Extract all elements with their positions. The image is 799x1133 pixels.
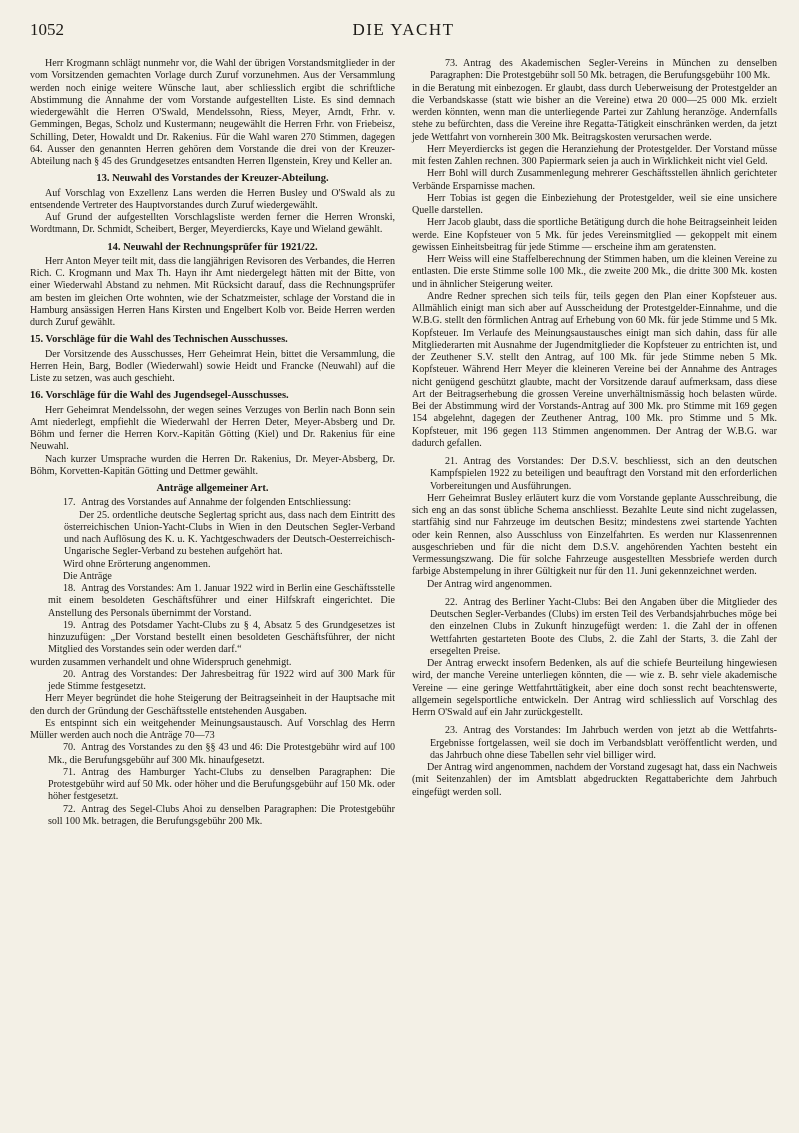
paragraph: Nach kurzer Umsprache wurden die Herren Dr. Rakenius, Dr. Meyer-Absberg, Dr. Böhm, Korvetten-Kapitän Götting und Dettmer gewählt. xyxy=(30,453,395,477)
paragraph: Herr Meyer begründet die hohe Steigerung der Beitragseinheit in der Hauptsache mit den durch der Gründung der Geschäftsstelle entstehenden Ausgaben. xyxy=(30,693,395,717)
motion-item xyxy=(412,597,777,658)
motion-text: Antrag des Hamburger Yacht-Clubs zu denselben Paragraphen: Die Protestgebühr wird auf 50 Mk. oder höher und die Berufungsgebühr auf 150 Mk. oder höher festgesetzt. xyxy=(48,766,395,803)
motion-text: Antrag des Segel-Clubs Ahoi zu denselben Paragraphen: Die Protestgebühr soll 100 Mk. betragen, die Berufungsgebühr 200 Mk. xyxy=(48,803,395,827)
section-heading: 16. Vorschläge für die Wahl des Jugendsegel-Ausschusses. xyxy=(30,390,289,402)
paragraph: Andre Redner sprechen sich teils für, teils gegen den Plan einer Kopfsteuer aus. Allmählich einigt man sich aber auf Ausscheidung der Protestgelder-Einnahme, und die W.B.G. stellt den förmlichen Antrag auf Erhebung von 60 Mk. für jede Stimme und 5 Mk. Kopfsteuer. Im Verlaufe des Meinungsaustausches einigt man sich dahin, dass für alle Mitgliederarten mit Ausnahme der Jugendmitglieder die Kopfsteuer zu entrichten ist, und der Zeuthener S.V. stellt den Antrag, auf 100 Mk. für jede Stimme neben 5 Mk. Kopfsteuer. Während Herr Meyer die kleineren Vereine bei der Annahme des Antrages nicht genügend geschützt glaubte, macht der Vorsitzende darauf aufmerksam, dass diese Art der Beitragserhebung die grossen Vereine unverhältnismässig hoch belasten würde. Bei der Abstimmung wird der Vorstands-Antrag auf 300 Mk. pro Stimme mit 169 gegen 154 abgelehnt, dagegen der Zeuthener Antrag, 100 Mk. pro Stimme und 5 Mk. Kopfsteuer, mit 196 gegen 113 Stimmen angenommen. Der Antrag der W.B.G. war dadurch gefallen. xyxy=(412,290,777,449)
paragraph: Herr Meyerdiercks ist gegen die Heranziehung der Protestgelder. Der Vorstand müsse mit festen Zahlen rechnen. 300 Papiermark seien ja auch in Wirklichkeit nicht viel Geld. xyxy=(412,143,777,167)
motion-text: Antrag des Vorstandes auf Annahme der folgenden Entschliessung: xyxy=(81,497,351,509)
motion-text: Antrag des Vorstandes: Der Jahresbeitrag für 1922 wird auf 300 Mark für jede Stimme festgesetzt. xyxy=(48,668,395,692)
paragraph: Herr Anton Meyer teilt mit, dass die langjährigen Revisoren des Verbandes, die Herren Rich. C. Krogmann und Max Th. Hayn ihr Amt niedergelegt hätten mit der Bitte, von einer Wiederwahl Abstand zu nehmen. Mit Rücksicht darauf, dass die Rechnungsprüfer am besten im gleichen Orte wohnten, wie der Schatzmeister, schlage der Vorstand die in Hamburg ansässigen Herren Hans Kirsten und Engelbert Kolb vor. Beide Herren werden durch Zuruf gewählt. xyxy=(30,255,395,328)
motion-text: Antrag des Vorstandes: Im Jahrbuch werden von jetzt ab die Wettfahrts-Ergebnisse fortgelassen, weil sie doch im Verbandsblatt veröffentlicht werden, und das Jahrbuch ohne diese Tabellen sehr viel billiger wird. xyxy=(430,725,777,761)
motion-text: Antrag des Potsdamer Yacht-Clubs zu § 4, Absatz 5 des Grundgesetzes ist hinzuzufügen: „Der Vorstand bestellt einen besoldeten Geschäftsführer, der nicht Mitglied des Vorstandes sein oder werden darf.“ xyxy=(48,619,395,656)
section-heading: 14. Neuwahl der Rechnungsprüfer für 1921/22. xyxy=(107,241,318,253)
paragraph: Die Anträge xyxy=(63,570,112,582)
motion-text: Antrag des Akademischen Segler-Vereins in München zu denselben Paragraphen: Die Protestgebühr soll 50 Mk. betragen, die Berufungsgebühr 100 Mk. xyxy=(430,58,777,82)
paragraph: in die Beratung mit einbezogen. Er glaubt, dass durch Ueberweisung der Protestgelder an die Verbandskasse (statt wie bisher an die Vereine) etwa 20 000—25 000 Mk. erzielt werden könnten, wenn man die unterliegende Partei zur Zahlung heranzöge. Andernfalls stehe zu befürchten, dass die Vereine ihre Regatta-Tätigkeit einschränken werden, da jetzt jede Wettfahrt von vornherein 300 Mk. Beitragskosten verursachen werde. xyxy=(412,82,777,143)
paragraph: Der Vorsitzende des Ausschusses, Herr Geheimrat Hein, bittet die Versammlung, die Herren Hein, Barg, Bodler (Wiederwahl) sowie Heidt und Francke (Neuwahl) auf die Liste zu setzen, was auch geschieht. xyxy=(30,348,395,384)
motion-text: Antrag des Vorstandes: Am 1. Januar 1922 wird in Berlin eine Geschäftsstelle mit einem besoldeten Geschäftsführer und einer Hilfskraft eingerichtet. Die Anstellung des Personals übernimmt der Vorstand. xyxy=(48,583,395,619)
motion-number: 20. xyxy=(63,668,76,680)
paragraph: Herr Jacob glaubt, dass die sportliche Betätigung durch die hohe Beitragseinheit leiden werde. Eine Kopfsteuer von 5 Mk. für jedes Vereinsmitglied — gekoppelt mit einem gewissen Einheitsbeitrag für jede Stimme — erscheine ihm am geratensten. xyxy=(412,217,777,253)
motion-number: 22. xyxy=(445,596,458,608)
motion-item xyxy=(30,583,395,620)
motion-item xyxy=(412,58,777,83)
motion-item xyxy=(30,497,395,509)
motion-item xyxy=(30,620,395,657)
motion-number: 73. xyxy=(445,58,458,69)
motion-number: 17. xyxy=(63,497,76,509)
motion-number: 70. xyxy=(63,742,76,754)
paragraph: Der Antrag erweckt insofern Bedenken, als auf die schiefe Beurteilung hingewiesen wird, der manche Vereine unterliegen könnten, die — wie z. B. sehr viele akademische Vereine — eine geringe Wettfahrttätigkeit, aber eine doch sonst recht beachtenswerte, allgemein segelsportliche entwickeln. Der Antrag wird schliesslich auf Vorschlag des Herrn O'Swald auf ein Jahr zurückgestellt. xyxy=(412,658,777,718)
motion-item xyxy=(412,725,777,762)
motion-text: Antrag des Berliner Yacht-Clubs: Bei den Angaben über die Mitglieder des Deutschen Segler-Verbandes (Clubs) im ersten Teil des Verbandsjahrbuches möge bei den einzelnen Clubs in Zukunft hinzugefügt werden: 1. die Zahl der in offenen Wettfahrten gestarteten Boote des Clubs, 2. die Zahl der Starts, 3. die Zahl der ersegelten Preise. xyxy=(430,596,777,657)
motion-number: 71. xyxy=(63,766,76,778)
motion-number: 72. xyxy=(63,803,76,815)
paragraph: Der Antrag wird angenommen, nachdem der Vorstand zugesagt hat, dass ein Nachweis (mit Seitenzahlen) der im Amtsblatt abgedruckten Regattaberichte dem Jahrbuch eingefügt werden soll. xyxy=(412,762,777,798)
page-number: 1052 xyxy=(30,20,64,39)
paragraph: Herr Weiss will eine Staffelberechnung der Stimmen haben, um die kleinen Vereine zu entlasten. Die erste Stimme solle 100 Mk., die zweite 200 Mk., die dritte 300 Mk. kosten und in ähnlicher Steigerung weiter. xyxy=(412,254,777,290)
motion-number: 23. xyxy=(445,725,458,737)
paragraph: Auf Grund der aufgestellten Vorschlagsliste werden ferner die Herren Wronski, Wordtmann, Dr. Schmidt, Scheibert, Berger, Meyerdiercks, Kaye und Wieland gewählt. xyxy=(30,212,395,236)
paragraph: Herr Bohl will durch Zusammenlegung mehrerer Geschäftsstellen ähnlich gerichteter Verbände Ersparnisse machen. xyxy=(412,168,777,192)
left-column xyxy=(30,58,395,828)
motion-item xyxy=(30,767,395,804)
paragraph: Wird ohne Erörterung angenommen. xyxy=(63,558,211,570)
right-column xyxy=(412,58,777,828)
motion-item xyxy=(30,742,395,767)
motion-number: 19. xyxy=(63,619,76,631)
section-heading: 13. Neuwahl des Vorstandes der Kreuzer-Abteilung. xyxy=(96,173,329,185)
motion-item xyxy=(30,804,395,829)
motion-item xyxy=(412,456,777,493)
paragraph: Auf Vorschlag von Exzellenz Lans werden die Herren Busley und O'Swald als zu entsendende Vertreter des Hauptvorstandes durch Zuruf wiedergewählt. xyxy=(30,187,395,211)
motion-item xyxy=(30,669,395,694)
motion-text: Antrag des Vorstandes: Der D.S.V. beschliesst, sich an den deutschen Kampfspielen 1922 zu beteiligen und beauftragt den Vorstand mit den erforderlichen Vorbereitungen und Ausführungen. xyxy=(430,456,777,492)
paragraph: Es entspinnt sich ein weitgehender Meinungsaustausch. Auf Vorschlag des Herrn Müller werden auch noch die Anträge 70—73 xyxy=(30,717,395,741)
paragraph: wurden zusammen verhandelt und ohne Widerspruch genehmigt. xyxy=(30,656,292,668)
text-columns xyxy=(30,58,777,828)
paragraph: Herr Geheimrat Mendelssohn, der wegen seines Verzuges von Berlin nach Bonn sein Amt niederlegt, empfiehlt die Wiederwahl der Herren Deter, Meyer-Absberg und Dr. Böhm und ferner die Herren Korv.-Kapitän Götting (Kiel) und Dr. Rakenius für eine Neuwahl. xyxy=(30,404,395,453)
journal-title: DIE YACHT xyxy=(352,20,455,39)
paragraph: Herr Krogmann schlägt nunmehr vor, die Wahl der übrigen Vorstandsmitglieder in der vom Vorsitzenden gemachten Vorlage durch Zuruf vorzunehmen. Aus der Versammlung werden noch einige weitere Wünsche laut, aber schliesslich ergibt die schriftliche Abstimmung die Annahme der vom Vorstande aufgestellten Liste. Es sind demnach wiedergewählt die Herren O'Swald, Mendelssohn, Riess, Meyer, Arndt, Frhr. v. Gemmingen, Begas, Scholz und Kustermann; neugewählt die Herren Frhr. von Friebeisz, Schilling, Deter, Howaldt und Dr. Rakenius. Für die Wahl waren 270 Stimmen, dagegen 64. Ausser den genannten Herren gehören dem Vorstande die drei von der Kreuzer-Abteilung nach § 45 des Grundgesetzes entsandten Herren Ilgenstein, Krey und Keller an. xyxy=(30,58,395,167)
page-header xyxy=(30,20,777,44)
resolution-quote: Der 25. ordentliche deutsche Seglertag spricht aus, dass nach dem Eintritt des österreichischen Union-Yacht-Clubs in Wien in den Deutschen Segler-Verband und nach Auflösung des K. u. K. Yachtgeschwaders der Deutsch-Oesterreichisch-Ungarische Segler-Verband zu bestehen aufgehört hat. xyxy=(64,509,395,558)
motion-number: 18. xyxy=(63,583,76,594)
paragraph: Herr Geheimrat Busley erläutert kurz die vom Vorstande geplante Ausschreibung, die sich eng an das sonst übliche Schema anschliesst. Bezahlte Leute sind nicht zugelassen, startfähig sind nur Fahrzeuge im deutschen Besitz; mindestens zwei startende Yachten oder kein Rennen, also Ausschluss von Einzelfahrten. Es werden nur Klassenrennen ausgeschrieben und für die nicht dem D.S.V. angehörenden Yachten besteht ein Vermessungszwang. Die für solche Fahrzeuge ausgestellten Messbriefe werden durch farbige Abstempelung in ihrer Gültigkeit nur für den 11. Juni gekennzeichnet werden. xyxy=(412,492,777,578)
section-heading: Anträge allgemeiner Art. xyxy=(156,483,269,494)
motion-text: Antrag des Vorstandes zu den §§ 43 und 46: Die Protestgebühr wird auf 100 Mk., die Berufungsgebühr auf 300 Mk. hinaufgesetzt. xyxy=(48,742,395,766)
paragraph: Herr Tobias ist gegen die Einbeziehung der Protestgelder, weil sie eine unsichere Quelle darstellen. xyxy=(412,192,777,216)
section-heading: 15. Vorschläge für die Wahl des Technischen Ausschusses. xyxy=(30,334,288,346)
paragraph: Der Antrag wird angenommen. xyxy=(427,578,552,590)
motion-number: 21. xyxy=(445,456,458,467)
